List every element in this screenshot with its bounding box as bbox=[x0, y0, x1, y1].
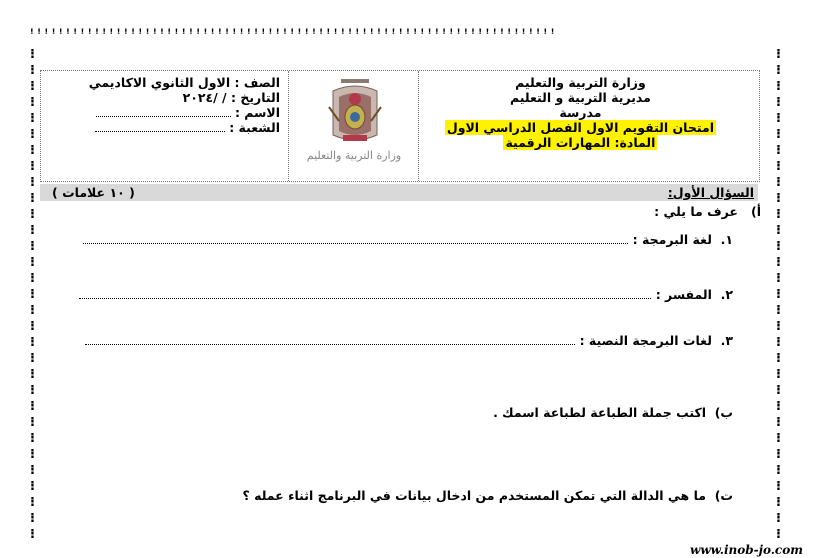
item-number: ١. bbox=[720, 232, 733, 247]
section-line bbox=[89, 120, 280, 135]
directorate-name: مديرية التربية و التعليم bbox=[509, 90, 651, 105]
border-mark: ⁝ bbox=[776, 463, 781, 478]
definition-item-1 bbox=[83, 232, 733, 247]
border-mark: ⁝ bbox=[30, 495, 35, 510]
item-term: لغة البرمجة : bbox=[632, 232, 712, 247]
part-b-label: ب) bbox=[714, 405, 733, 420]
border-mark: ⁝ bbox=[30, 191, 35, 206]
border-mark: ⁝ bbox=[30, 479, 35, 494]
school-info-cell bbox=[418, 71, 760, 181]
border-mark: ⁝ bbox=[30, 175, 35, 190]
border-mark: ⁝ bbox=[776, 143, 781, 158]
border-mark: ⁝ bbox=[30, 63, 35, 78]
border-mark: ⁝ bbox=[30, 255, 35, 270]
border-mark: ⁝ bbox=[776, 287, 781, 302]
border-mark: ⁝ bbox=[30, 303, 35, 318]
border-mark: ⁝ bbox=[30, 223, 35, 238]
border-mark: ⁝ bbox=[776, 63, 781, 78]
border-mark: ⁝ bbox=[776, 495, 781, 510]
definition-item-2 bbox=[79, 287, 733, 302]
item-number: ٣. bbox=[720, 333, 733, 348]
site-watermark: www.inob-jo.com bbox=[690, 543, 803, 557]
border-mark: ⁝ bbox=[30, 287, 35, 302]
answer-line[interactable] bbox=[85, 334, 575, 345]
item-term: المفسر : bbox=[655, 287, 712, 302]
section-blank[interactable] bbox=[95, 121, 225, 132]
part-c-line bbox=[243, 488, 733, 503]
border-mark: ⁝ bbox=[776, 127, 781, 142]
border-mark: ⁝ bbox=[776, 239, 781, 254]
border-mark: ⁝ bbox=[776, 223, 781, 238]
border-mark: ⁝ bbox=[776, 351, 781, 366]
ministry-name: وزارة التربية والتعليم bbox=[515, 75, 646, 90]
item-term: لغات البرمجة النصية : bbox=[579, 333, 712, 348]
border-mark: ⁝ bbox=[776, 431, 781, 446]
border-mark: ⁝ bbox=[30, 399, 35, 414]
border-mark: ⁝ bbox=[30, 431, 35, 446]
page-border-top: ꜝꜝꜝꜝꜝꜝꜝꜝꜝꜝꜝꜝꜝꜝꜝꜝꜝꜝꜝꜝꜝꜝꜝꜝꜝꜝꜝꜝꜝꜝꜝꜝꜝꜝꜝꜝꜝꜝꜝꜝꜝꜝꜝꜝꜝꜝꜝꜝꜝꜝꜝꜝꜝꜝꜝꜝꜝꜝꜝꜝꜝꜝꜝꜝꜝꜝꜝꜝꜝꜝꜝꜝꜝ bbox=[30, 28, 558, 41]
border-mark: ⁝ bbox=[776, 191, 781, 206]
definition-item-3 bbox=[85, 333, 733, 348]
section-label: الشعبة : bbox=[229, 120, 280, 135]
part-a-text: عرف ما يلي : bbox=[654, 204, 738, 219]
border-mark: ⁝ bbox=[30, 239, 35, 254]
page-border-right bbox=[776, 48, 788, 544]
border-mark: ⁝ bbox=[30, 511, 35, 526]
border-mark: ⁝ bbox=[30, 415, 35, 430]
name-label: الاسم : bbox=[234, 105, 280, 120]
border-mark: ⁝ bbox=[776, 335, 781, 350]
part-c-label: ت) bbox=[714, 488, 733, 503]
border-mark: ⁝ bbox=[30, 335, 35, 350]
name-blank[interactable] bbox=[96, 106, 231, 117]
border-mark: ⁝ bbox=[776, 367, 781, 382]
student-info-cell bbox=[41, 71, 288, 181]
part-a-label: أ) bbox=[751, 204, 761, 219]
question-one-header bbox=[40, 184, 758, 201]
answer-line[interactable] bbox=[79, 288, 651, 299]
subject-name: المادة: المهارات الرقمية bbox=[505, 135, 656, 150]
border-mark: ⁝ bbox=[776, 479, 781, 494]
border-mark: ⁝ bbox=[30, 111, 35, 126]
border-mark: ⁝ bbox=[30, 383, 35, 398]
border-mark: ⁝ bbox=[776, 447, 781, 462]
part-b-text: اكتب جملة الطباعة لطباعة اسمك . bbox=[493, 405, 706, 420]
school-label: مدرسة bbox=[559, 105, 602, 120]
border-mark: ⁝ bbox=[776, 303, 781, 318]
border-mark: ⁝ bbox=[30, 159, 35, 174]
border-mark: ⁝ bbox=[776, 527, 781, 542]
border-mark: ⁝ bbox=[776, 207, 781, 222]
border-mark: ⁝ bbox=[30, 527, 35, 542]
emblem-caption: وزارة التربية والتعليم bbox=[306, 149, 402, 162]
border-mark: ⁝ bbox=[30, 127, 35, 142]
border-mark: ⁝ bbox=[30, 463, 35, 478]
date-line: التاريخ : / /٢٠٢٤ bbox=[182, 90, 280, 105]
part-c-text: ما هي الدالة التي تمكن المستخدم من ادخال بيانات في البرنامج اثناء عمله ؟ bbox=[242, 488, 706, 503]
border-mark: ⁝ bbox=[776, 79, 781, 94]
border-mark: ⁝ bbox=[776, 399, 781, 414]
part-b-line bbox=[493, 405, 733, 420]
border-mark: ⁝ bbox=[30, 319, 35, 334]
border-mark: ⁝ bbox=[30, 143, 35, 158]
exam-title: امتحان التقويم الاول الفصل الدراسي الاول bbox=[446, 120, 714, 135]
border-mark: ⁝ bbox=[30, 95, 35, 110]
emblem-cell bbox=[288, 71, 419, 181]
border-mark: ⁝ bbox=[776, 255, 781, 270]
border-mark: ⁝ bbox=[776, 175, 781, 190]
border-mark: ⁝ bbox=[30, 351, 35, 366]
exam-header bbox=[40, 70, 760, 182]
border-mark: ⁝ bbox=[776, 511, 781, 526]
border-mark: ⁝ bbox=[776, 111, 781, 126]
border-mark: ⁝ bbox=[30, 79, 35, 94]
border-mark: ⁝ bbox=[30, 271, 35, 286]
question-one-marks: ( ١٠ علامات ) bbox=[52, 185, 135, 200]
border-mark: ⁝ bbox=[776, 159, 781, 174]
item-number: ٢. bbox=[720, 287, 733, 302]
name-line bbox=[89, 105, 280, 120]
border-mark: ⁝ bbox=[776, 319, 781, 334]
class-line: الصف : الاول الثانوي الاكاديمي bbox=[88, 75, 280, 90]
border-mark: ⁝ bbox=[30, 447, 35, 462]
question-one-title: السؤال الأول: bbox=[667, 185, 754, 200]
border-mark: ⁝ bbox=[776, 415, 781, 430]
border-mark: ⁝ bbox=[776, 95, 781, 110]
border-mark: ⁝ bbox=[30, 207, 35, 222]
part-a-line bbox=[654, 204, 761, 219]
answer-line[interactable] bbox=[83, 233, 628, 244]
border-mark: ⁝ bbox=[776, 47, 781, 62]
border-mark: ⁝ bbox=[776, 271, 781, 286]
border-mark: ⁝ bbox=[30, 367, 35, 382]
border-mark: ⁝ bbox=[776, 383, 781, 398]
border-mark: ⁝ bbox=[30, 47, 35, 62]
